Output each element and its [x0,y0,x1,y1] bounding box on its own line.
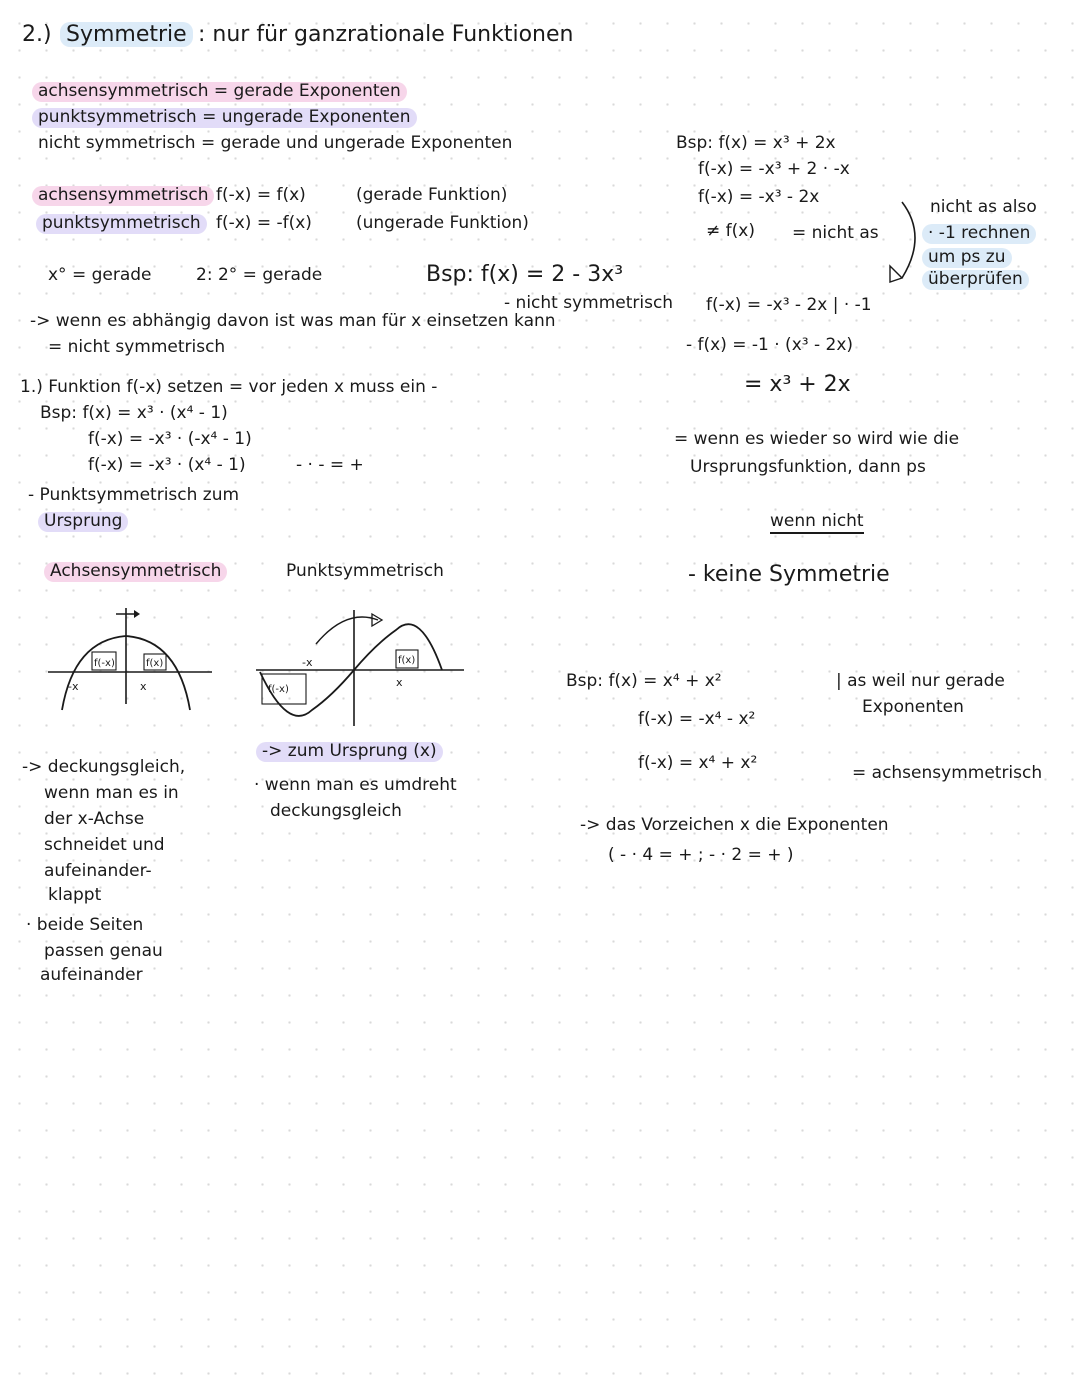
bsp3-l2: f(-x) = -x⁴ - x² [638,709,756,729]
rule-punkt-formula: f(-x) = -f(x) [216,213,312,233]
brace-curve [902,202,915,278]
x0-gerade: x° = gerade [48,265,152,285]
punkt-label-fneg: f(-x) [268,684,289,695]
achsen-note-7: · beide Seiten [26,915,144,935]
abhaengig-note: -> wenn es abhängig davon ist was man für x einsetzen kann [30,311,556,331]
bsp3-result: = achsensymmetrisch [852,763,1043,783]
abhaengig-result: = nicht symmetrisch [48,337,226,357]
rbsp-l4: ≠ f(x) [706,221,755,241]
side-note-3: um ps zu [922,248,1012,268]
rule-punkt-note: (ungerade Funktion) [356,213,529,233]
step1-bsp: Bsp: f(x) = x³ · (x⁴ - 1) [40,403,228,423]
achsen-label-negx: -x [68,680,79,693]
punkt-label-f: f(x) [398,655,416,666]
rule-punkt-label: punktsymmetrisch [36,214,207,234]
step1-title: 1.) Funktion f(-x) setzen = vor jeden x muss ein - [20,377,438,397]
punkt-note-2: · wenn man es umdreht [254,775,457,795]
punkt-note-1: -> zum Ursprung (x) [256,742,443,762]
def-punktsymmetrisch: punktsymmetrisch = ungerade Exponenten [32,108,417,128]
step1-punkt-a: - Punktsymmetrisch zum [28,485,240,505]
achsen-note-4: schneidet und [44,835,165,855]
def-nicht-symmetrisch: nicht symmetrisch = gerade und ungerade Exponenten [38,133,513,153]
achsen-note-3: der x-Achse [44,809,145,829]
brace-arrow [890,266,902,282]
rbsp-l1: Bsp: f(x) = x³ + 2x [676,133,836,153]
punkt-note-3: deckungsgleich [270,801,402,821]
punkt-label-negx: -x [302,656,313,669]
section-number: 2.) [22,22,52,47]
bsp3-l5: ( - · 4 = + ; - · 2 = + ) [608,845,794,865]
side-note-4: überprüfen [922,270,1029,290]
achsen-label-f: f(x) [146,658,164,669]
step1-fneg2: f(-x) = -x³ · (x⁴ - 1) [88,455,246,475]
achsen-note-5: aufeinander- [44,861,152,881]
achsen-note-1: -> deckungsgleich, [22,757,186,777]
rbsp-l7: = x³ + 2x [744,372,851,397]
achsen-label-x: x [140,680,147,693]
bsp3-l1: Bsp: f(x) = x⁴ + x² [566,671,722,691]
achsen-label-fneg: f(-x) [94,658,115,669]
rtext-l3: wenn nicht [770,512,864,534]
step1-fneg1: f(-x) = -x³ · (-x⁴ - 1) [88,429,252,449]
power-zero-gerade: 2: 2° = gerade [196,265,323,285]
achsen-note-8: passen genau [44,941,163,961]
def-achsensymmetrisch: achsensymmetrisch = gerade Exponenten [32,82,407,102]
punkt-graph [250,600,470,730]
graph-title-achsen: Achsensymmetrisch [44,562,227,582]
rule-achsen-label: achsensymmetrisch [32,186,214,206]
rbsp-l2: f(-x) = -x³ + 2 · -x [698,159,850,179]
bsp3-note2: Exponenten [862,697,964,717]
section-title: Symmetrie [60,22,193,47]
side-note-2: · -1 rechnen [922,224,1036,244]
bsp-nicht-symmetrisch: - nicht symmetrisch [504,293,674,313]
rbsp-l4b: = nicht as [792,223,879,243]
rule-achsen-formula: f(-x) = f(x) [216,185,306,205]
achsen-note-2: wenn man es in [44,783,179,803]
rtext-l4: - keine Symmetrie [688,562,890,587]
section-subtitle: : nur für ganzrationale Funktionen [198,22,574,47]
step1-punkt-b: Ursprung [38,512,128,532]
bsp-f-2-3x3: Bsp: f(x) = 2 - 3x³ [426,262,624,287]
rtext-l2: Ursprungsfunktion, dann ps [690,457,926,477]
graph-title-punkt: Punktsymmetrisch [286,561,444,581]
achsen-graph [40,600,220,720]
punkt-label-x: x [396,676,403,689]
rbsp-l6: - f(x) = -1 · (x³ - 2x) [686,335,854,355]
rtext-l1: = wenn es wieder so wird wie die [674,429,960,449]
step1-sign-note: - · - = + [296,455,364,475]
achsen-note-6: klappt [48,885,102,905]
rbsp-l5: f(-x) = -x³ - 2x | · -1 [706,295,872,315]
achsen-note-9: aufeinander [40,965,143,985]
punkt-rotation-arrow [316,617,378,644]
bsp3-note: | as weil nur gerade [836,671,1005,691]
bsp3-l3: f(-x) = x⁴ + x² [638,753,758,773]
bsp3-l4: -> das Vorzeichen x die Exponenten [580,815,889,835]
rule-achsen-note: (gerade Funktion) [356,185,508,205]
achsen-arrow-head [134,610,140,618]
side-note-1: nicht as also [930,197,1037,217]
rbsp-l3: f(-x) = -x³ - 2x [698,187,820,207]
